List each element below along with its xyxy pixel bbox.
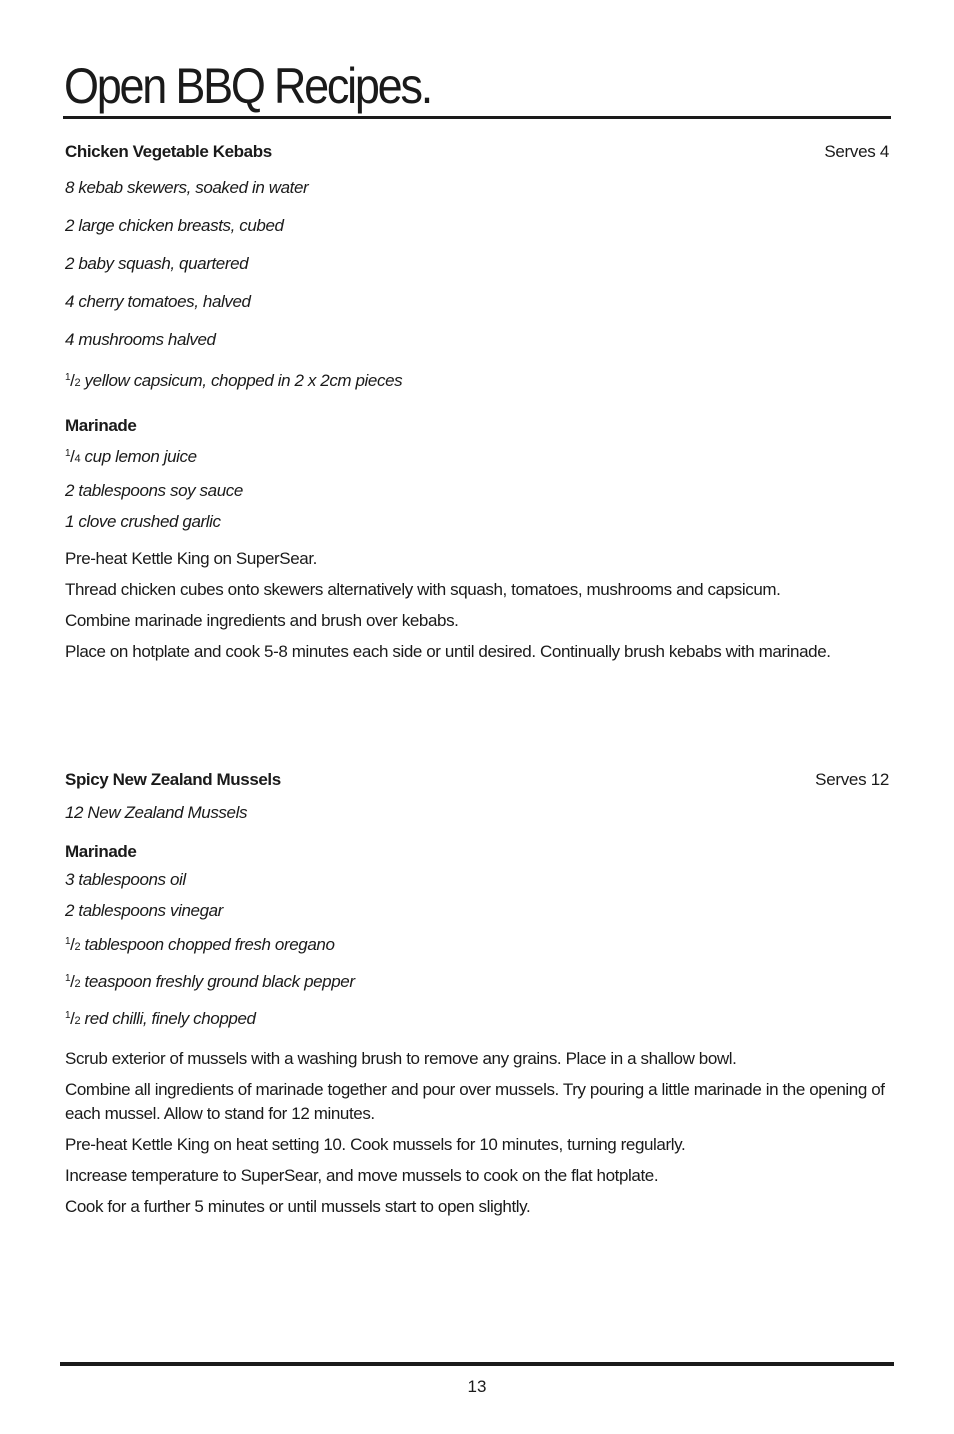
recipe-title: Spicy New Zealand Mussels	[65, 770, 281, 789]
page-number: 13	[467, 1377, 487, 1396]
method-step: Place on hotplate and cook 5-8 minutes each side or until desired. Continually brush kebabs with marinade.	[65, 642, 831, 661]
marinade-heading: Marinade	[65, 416, 137, 435]
marinade-list	[65, 438, 889, 537]
serves-label: Serves 4	[824, 142, 889, 161]
ingredient-item: 12 New Zealand Mussels	[65, 803, 248, 822]
marinade-item: $^1$/4 cup lemon juice	[65, 447, 197, 466]
title-divider	[63, 116, 891, 119]
fraction-denominator: 2	[74, 377, 81, 389]
method-step: Pre-heat Kettle King on heat setting 10. Cook mussels for 10 minutes, turning regularly.	[65, 1135, 686, 1154]
ingredient-text: cup lemon juice	[80, 447, 197, 466]
recipe-title: Chicken Vegetable Kebabs	[65, 142, 272, 161]
ingredient-list	[65, 169, 889, 402]
ingredient-item: 2 baby squash, quartered	[65, 254, 249, 273]
ingredient-text: tablespoon chopped fresh oregano	[80, 935, 335, 954]
fraction-denominator: 2	[74, 941, 81, 953]
method-step: Thread chicken cubes onto skewers alternatively with squash, tomatoes, mushrooms and capsicum.	[65, 580, 781, 599]
recipe-spicy-new-zealand-mussels	[65, 770, 889, 1226]
page-title: Open BBQ Recipes.	[64, 58, 431, 114]
marinade-item: 2 tablespoons vinegar	[65, 901, 223, 920]
fraction-denominator: 4	[74, 453, 81, 465]
marinade-item: 1 clove crushed garlic	[65, 512, 221, 531]
marinade-list	[65, 864, 889, 1037]
recipe-header	[65, 770, 889, 797]
method-step: Pre-heat Kettle King on SuperSear.	[65, 549, 317, 568]
fraction-numerator: 1	[65, 936, 71, 947]
marinade-item: 3 tablespoons oil	[65, 870, 186, 889]
ingredient-item: $^1$/2 yellow capsicum, chopped in 2 x 2cm pieces	[65, 371, 403, 390]
marinade-item: $^1$/2 teaspoon freshly ground black pepper	[65, 972, 355, 991]
fraction-denominator: 2	[74, 1015, 81, 1027]
ingredient-item: 2 large chicken breasts, cubed	[65, 216, 284, 235]
ingredient-item: 4 cherry tomatoes, halved	[65, 292, 251, 311]
method-step: Combine marinade ingredients and brush over kebabs.	[65, 611, 459, 630]
method-steps	[65, 547, 889, 664]
recipe-chicken-vegetable-kebabs	[65, 142, 889, 671]
ingredient-text: red chilli, finely chopped	[80, 1009, 256, 1028]
ingredient-list	[65, 797, 889, 828]
ingredient-item: 4 mushrooms halved	[65, 330, 216, 349]
marinade-item: 2 tablespoons soy sauce	[65, 481, 243, 500]
ingredient-text: teaspoon freshly ground black pepper	[80, 972, 355, 991]
serves-label: Serves 12	[815, 770, 889, 789]
marinade-item: $^1$/2 tablespoon chopped fresh oregano	[65, 935, 335, 954]
ingredient-text: yellow capsicum, chopped in 2 x 2cm pieces	[80, 371, 403, 390]
method-step: Cook for a further 5 minutes or until mussels start to open slightly.	[65, 1197, 531, 1216]
method-step: Scrub exterior of mussels with a washing brush to remove any grains. Place in a shallow bowl.	[65, 1049, 737, 1068]
recipe-header	[65, 142, 889, 169]
method-step: Combine all ingredients of marinade together and pour over mussels. Try pouring a little marinade in the opening of each mussel. Allow to stand for 12 minutes.	[65, 1080, 885, 1123]
marinade-item: $^1$/2 red chilli, finely chopped	[65, 1009, 256, 1028]
fraction-numerator: 1	[65, 372, 71, 383]
ingredient-item: 8 kebab skewers, soaked in water	[65, 178, 309, 197]
marinade-heading: Marinade	[65, 842, 137, 861]
fraction-denominator: 2	[74, 978, 81, 990]
fraction-numerator: 1	[65, 448, 71, 459]
method-step: Increase temperature to SuperSear, and move mussels to cook on the flat hotplate.	[65, 1166, 659, 1185]
footer-divider	[60, 1362, 894, 1366]
fraction-numerator: 1	[65, 973, 71, 984]
method-steps	[65, 1047, 889, 1219]
fraction-numerator: 1	[65, 1010, 71, 1021]
